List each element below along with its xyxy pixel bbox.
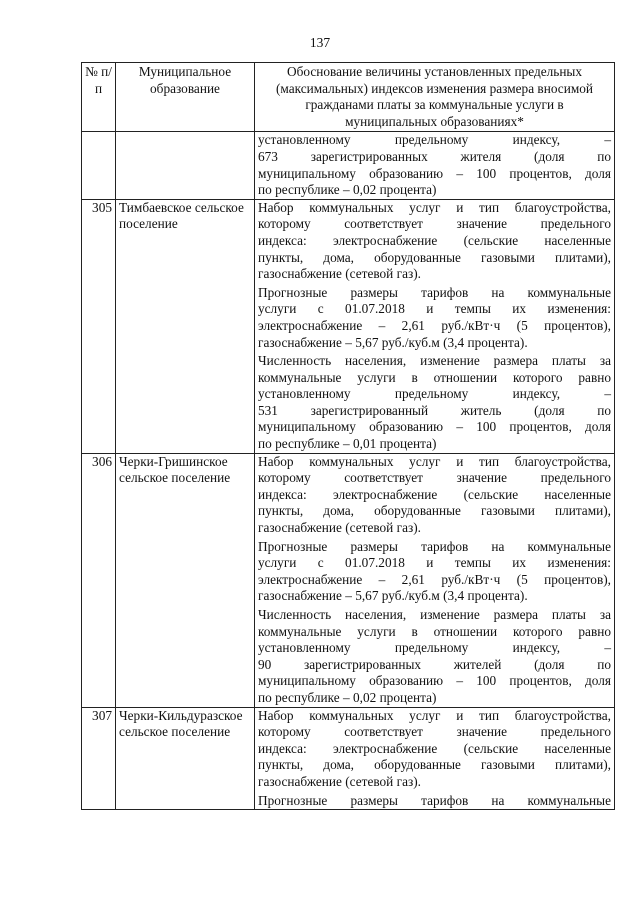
text-line: коммунальные услуги в отношении которого равно <box>258 369 611 385</box>
paragraph-tariffs <box>258 539 611 605</box>
text-line: Численность населения, изменение размера платы за <box>258 353 611 369</box>
paragraph-tariffs <box>258 285 611 351</box>
text-line: электроснабжение – 2,61 руб./кВт·ч (5 процентов), <box>258 317 611 333</box>
text-line: индекса: электроснабжение (сельские населенные <box>258 486 611 502</box>
municipality-name: Черки-Кильдуразское сельское поселение <box>116 707 255 810</box>
justification-cell <box>255 199 615 453</box>
header-number: № п/п <box>82 63 116 132</box>
row-number: 305 <box>82 199 116 453</box>
text-line: коммунальные услуги в отношении которого равно <box>258 623 611 639</box>
page-number: 137 <box>309 35 331 50</box>
row-number: 306 <box>82 453 116 707</box>
continuation-muni-cell <box>116 132 255 199</box>
text-line: Прогнозные размеры тарифов на коммунальные <box>258 792 611 808</box>
text-line: по республике – 0,02 процента) <box>258 689 437 705</box>
text-line: пункты, дома, оборудованные газовыми плитами), <box>258 757 611 773</box>
text-line: услуги с 01.07.2018 и темпы их изменения: <box>258 555 611 571</box>
text-line: пункты, дома, оборудованные газовыми плитами), <box>258 249 611 265</box>
text-line: Прогнозные размеры тарифов на коммунальные <box>258 538 611 554</box>
text-line: которому соответствует значение предельного <box>258 470 611 486</box>
text-line: Набор коммунальных услуг и тип благоустройства, <box>258 707 611 723</box>
text-line: установленному предельному индексу, – <box>258 640 611 656</box>
text-line: установленному предельному индексу, – <box>258 386 611 402</box>
header-justification: Обоснование величины установленных предельных (максимальных) индексов изменения размера вносимой гражданами платы за коммунальные услуги в муниципальных образованиях* <box>255 63 615 132</box>
text-line: газоснабжение (сетевой газ). <box>258 773 421 789</box>
text-line: газоснабжение (сетевой газ). <box>258 520 421 536</box>
text-line: 90 зарегистрированных жителей (доля по <box>258 656 611 672</box>
paragraph-tariffs <box>258 793 611 810</box>
justification-cell <box>255 707 615 810</box>
text-line: индекса: электроснабжение (сельские населенные <box>258 740 611 756</box>
paragraph-utilities <box>258 200 611 283</box>
text-line: Прогнозные размеры тарифов на коммунальные <box>258 284 611 300</box>
text-line: которому соответствует значение предельного <box>258 724 611 740</box>
tariff-index-table <box>81 62 615 810</box>
paragraph-population <box>258 353 611 453</box>
text-line: Численность населения, изменение размера платы за <box>258 607 611 622</box>
text-line: Набор коммунальных услуг и тип благоустройства, <box>258 453 611 469</box>
municipality-name: Черки-Гришинское сельское поселение <box>116 453 255 707</box>
continuation-num-cell <box>82 132 116 199</box>
row-number: 307 <box>82 707 116 810</box>
paragraph-utilities <box>258 708 611 791</box>
text-line: по республике – 0,02 процента) <box>258 182 437 198</box>
justification-cell <box>255 453 615 707</box>
text-line: пункты, дома, оборудованные газовыми плитами), <box>258 503 611 519</box>
text-line: Набор коммунальных услуг и тип благоустройства, <box>258 199 611 215</box>
header-municipality: Муниципальное образование <box>116 63 255 132</box>
municipality-name: Тимбаевское сельское поселение <box>116 199 255 453</box>
text-line: муниципальному образованию – 100 процентов, доля <box>258 673 611 689</box>
paragraph-utilities <box>258 454 611 537</box>
table-row <box>82 707 615 810</box>
continuation-row <box>82 132 615 199</box>
text-line: муниципальному образованию – 100 процентов, доля <box>258 165 611 181</box>
text-line: индекса: электроснабжение (сельские населенные <box>258 232 611 248</box>
text-line: газоснабжение (сетевой газ). <box>258 266 421 282</box>
text-line: 531 зарегистрированный житель (доля по <box>258 402 611 418</box>
text-line: по республике – 0,01 процента) <box>258 436 437 452</box>
text-line: установленному предельному индексу, – <box>258 132 611 148</box>
text-line: услуги с 01.07.2018 и темпы их изменения: <box>258 301 611 317</box>
text-line: 673 зарегистрированных жителя (доля по <box>258 148 611 164</box>
continuation-justification <box>255 132 615 199</box>
text-line: газоснабжение – 5,67 руб./куб.м (3,4 процента). <box>258 334 528 350</box>
text-line: газоснабжение – 5,67 руб./куб.м (3,4 процента). <box>258 588 528 604</box>
text-line: муниципальному образованию – 100 процентов, доля <box>258 419 611 435</box>
table-row <box>82 199 615 453</box>
text-line: которому соответствует значение предельного <box>258 216 611 232</box>
table-header-row <box>82 63 615 132</box>
text-line: электроснабжение – 2,61 руб./кВт·ч (5 процентов), <box>258 571 611 587</box>
table-row <box>82 453 615 707</box>
paragraph-population <box>258 607 611 707</box>
